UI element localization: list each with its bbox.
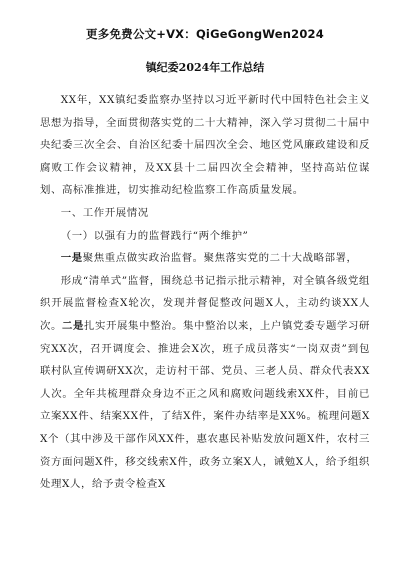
point-2-text-a: 形成“清单式”监督，围绕总书记指示批示精神，对全镇各级党组织开展监督检查X轮次，发现并督促整改问题X人，主动约谈XX人次。: [40, 274, 370, 332]
point-1-text: 聚焦重点做实政治监督。聚焦落实党的二十大战略部署，: [82, 252, 358, 265]
intro-paragraph: XX年，XX镇纪委监察办坚持以习近平新时代中国特色社会主义思想为指导，全面贯彻落实党的二十大精神，深入学习贯彻二十届中央纪委三次全会、自治区纪委十届四次全会、地区党风廉政建设和反腐败工作会议精神，及XX县十二届四次全会精神，坚持高站位谋划、高标准推进，切实推动纪检监察工作高质量发展。: [40, 94, 370, 197]
promo-header: 更多免费公文+VX：QiGeGongWen2024: [86, 27, 324, 41]
section-heading: 一、工作开展情况: [60, 206, 149, 219]
point-2-text-b: 扎实开展集中整治。集中整治以来，上户镇党委专题学习研究XX次，召开调度会、推进会X次，班子成员落实“一岗双责”到包联村队宣传调研XX次，走访村干部、党员、三老人员、群众代表XX人次。全年共梳理群众身边不正之风和腐败问题线索XX件，目前已立案XX件、结案XX件，了结X件，案件办结率是XX%。梳理问题XX个（其中涉及干部作风XX件，惠农惠民补贴发放问题X件，农村三资方面问题X件，移交线索X件，政务立案X人，诫勉X人，给予组织处理X人，给予责令检查X: [40, 319, 370, 491]
point-1-paragraph: [40, 247, 370, 270]
subsection-heading: （一）以强有力的监督践行“两个维护”: [60, 229, 249, 242]
point-1-lead: 一是: [60, 252, 83, 265]
point-2-paragraph: [40, 270, 370, 496]
document-title: 镇纪委2024年工作总结: [145, 61, 265, 74]
point-2-lead: 二是: [62, 319, 84, 332]
